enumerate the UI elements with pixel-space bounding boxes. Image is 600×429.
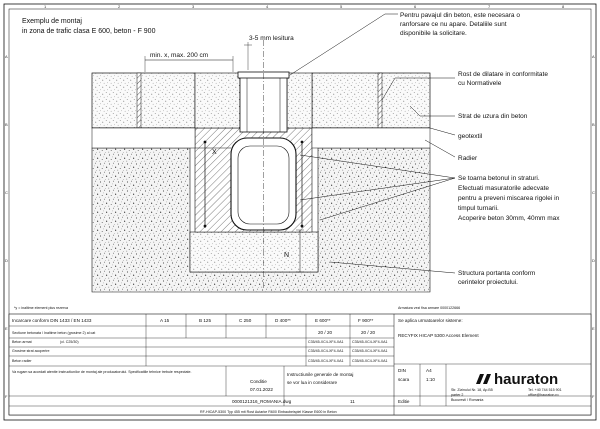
radier-right [312, 128, 430, 148]
row3-value-e600: C35/45-XC4-XF4-XA1 [308, 340, 344, 344]
dim-min-max-label: min. x, max. 200 cm [150, 52, 209, 59]
instructiuni-line1: Instructiunile generale de montaj [287, 372, 354, 377]
rost-label-1: Rost de dilatare in conformitate [458, 71, 548, 78]
row5-value-f900: C35/45-XC4-XF4-XA1 [352, 359, 388, 363]
address-1: Str. Zizinului Nr. 18, Ap.B5 [451, 388, 493, 392]
dim-lesitura-label: 3-5 mm lesitura [249, 35, 294, 42]
contact-tel: Tel. +40 744 515 901 [528, 388, 562, 392]
drawing-title-line1: Exemplu de montaj [22, 18, 82, 25]
row5-value-e600: C35/45-XC4-XF4-XA1 [308, 359, 344, 363]
grid-col-3: 3 [192, 4, 195, 9]
geotextil-label: geotextil [458, 133, 483, 140]
rebar-dot-4 [301, 225, 304, 228]
address-3: Bucuresti / Romania [451, 398, 484, 402]
class-e600: E 600** [315, 318, 331, 323]
dim-n-label: N [284, 252, 290, 259]
grid-row-e-right: E [592, 326, 595, 331]
annotation-top-note [400, 12, 520, 37]
grid-col-2: 2 [118, 4, 121, 9]
title-block [9, 314, 591, 415]
grid-row-a-right: A [592, 54, 595, 59]
beton-note-3: pentru a preveni miscarea rigolei in [458, 195, 560, 202]
top-note-3: disponibile la solicitare. [400, 30, 467, 37]
row2-label: Sectiune betonata / Inaltime beton (grosime 2) al cat [12, 331, 96, 335]
paving-left [92, 73, 195, 128]
row2-value-f900: 20 / 20 [361, 330, 376, 335]
class-b125: B 125 [199, 318, 212, 323]
grid-col-7: 7 [488, 4, 491, 9]
page-number: 11 [350, 399, 355, 404]
scara-label: scara [398, 377, 410, 382]
beton-note-1: Se toarna betonul in straturi. [458, 175, 540, 182]
contact-email: office@hauraton.ro [528, 393, 559, 397]
grid-row-c: C [5, 190, 8, 195]
instructiuni-line2: se vor lua in considerare [287, 380, 338, 385]
paving-right [312, 73, 430, 128]
expansion-joint-left [137, 73, 141, 128]
leader-geotextil [430, 128, 455, 135]
grid-row-d: D [5, 258, 8, 263]
grid-row-b: B [5, 122, 8, 127]
grid-row-c-right: C [592, 190, 595, 195]
top-note-1: Pentru pavajul din beton, este necesara o [400, 12, 520, 19]
top-note-2: ranforsare ce nu apare. Detaliile sunt [400, 21, 507, 28]
row4-value-e600: C35/45-XC4-XF4-XA1 [308, 349, 344, 353]
height-note: *y = inaltime element plus rezerva [14, 306, 69, 310]
scale-value: 1:10 [426, 377, 435, 382]
footer-left-note: Va rugam sa acordati atentie instructiunilor de montaj ale producatorului. Specificatiile tehnice trebuie respectate. [12, 370, 192, 374]
grid-row-f-right: F [592, 394, 595, 399]
class-f900: F 900** [358, 318, 374, 323]
leader-top-note [290, 14, 398, 75]
drawing-number: 0000121316_ROMANIA.dwg [232, 399, 292, 404]
shoulder-left [195, 73, 240, 128]
grid-row-a: A [5, 54, 8, 59]
format-value: A4 [426, 368, 432, 373]
company-name: hauraton [494, 371, 559, 388]
rost-label-2: cu Normativele [458, 80, 502, 87]
row2-value-e600: 20 / 20 [318, 330, 333, 335]
grid-col-1: 1 [44, 4, 47, 9]
grid-row-b-right: B [592, 122, 595, 127]
beton-note-5: Acoperire beton 30mm, 40mm max [458, 215, 560, 222]
drawing-title-line2: in zona de trafic clasa E 600, beton - F 900 [22, 28, 156, 35]
cross-section [92, 40, 430, 292]
strat-label: Strat de uzura din beton [458, 113, 528, 120]
grid-col-5: 5 [340, 4, 343, 9]
row3-label: Beton armat [12, 340, 32, 344]
grid-col-8: 8 [562, 4, 565, 9]
date-value: 07.01.2022 [250, 387, 273, 392]
radier-label: Radier [458, 155, 478, 162]
structura-label-1: Structura portanta conform [458, 270, 536, 277]
row3-value-f900: C35/45-XC4-XF4-XA1 [352, 340, 388, 344]
class-a15: A 15 [160, 318, 170, 323]
dim-x-label: X [212, 149, 217, 156]
row3-sub: (cl. C25/30) [60, 340, 79, 344]
grid-row-d-right: D [592, 258, 595, 263]
row4-label: Grosime strat acoperire [12, 349, 50, 353]
beton-note-4: timpul turnarii. [458, 205, 499, 212]
class-d400: D 400** [275, 318, 291, 323]
shoulder-right [287, 73, 312, 128]
din-label: DIN [398, 368, 406, 373]
grid-row-f: F [5, 394, 8, 399]
radier-base [190, 232, 318, 272]
rebar-dot-2 [301, 141, 304, 144]
class-c250: C 250 [239, 318, 252, 323]
beton-note-2: Efectuati masuratorile adecvate [458, 185, 550, 192]
annotation-beton-note [458, 175, 560, 222]
scope-label: Se aplica urmatoarelor sisteme: [398, 318, 463, 323]
grid-column-labels [44, 4, 565, 9]
load-header-label: Incarcare conform DIN 1433 / EN 1433 [12, 318, 92, 323]
radier-left [92, 128, 195, 148]
rebar-dot-1 [204, 141, 207, 144]
rebar-note: Armatura vezi fisa armare 0000122666 [398, 306, 461, 310]
conditie-label: Conditie [250, 379, 267, 384]
row4-value-f900: C35/45-XC4-XF4-XA1 [352, 349, 388, 353]
product-line: RECYFIX HICAP 5300 Access Element [398, 333, 479, 338]
grid-col-6: 6 [414, 4, 417, 9]
bottom-line: RF-HICAP-5300 Typ 455 mit Rost Autarke R600 Einbaubeispiel Klasse E600 in Beton [200, 410, 337, 414]
title-block-frame [9, 314, 591, 415]
row5-label: Beton radier [12, 359, 32, 363]
rebar-dot-3 [204, 225, 207, 228]
expansion-joint-right [378, 73, 382, 128]
editie-label: Editie [398, 399, 410, 404]
structura-label-2: cerintelor proiectului. [458, 279, 518, 286]
grid-col-4: 4 [266, 4, 269, 9]
grid-row-e: E [5, 326, 8, 331]
address-2: parter 2 [451, 393, 464, 397]
